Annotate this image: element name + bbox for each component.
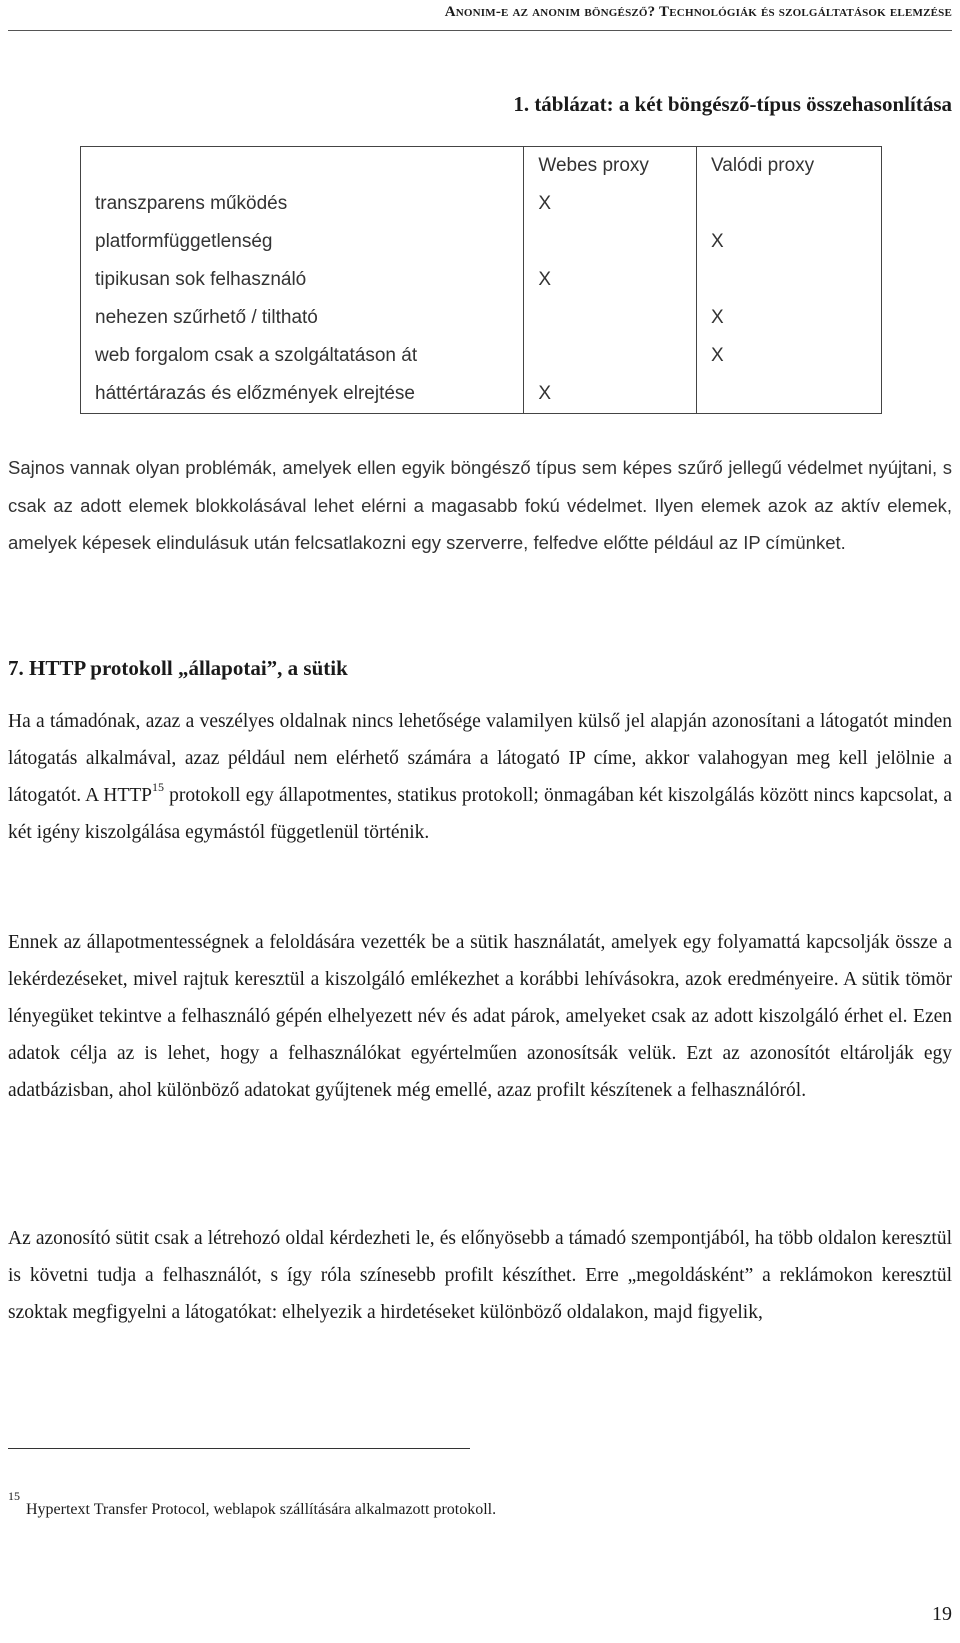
table-caption: 1. táblázat: a két böngésző-típus összehasonlítása	[513, 92, 952, 116]
paragraph-cookies: Ennek az állapotmentességnek a feloldására vezették be a sütik használatát, amelyek egy folyamattá kapcsolják össze a lekérdezéseket, mivel rajtuk keresztül a kiszolgáló emlékezhet a korábbi lehívásokra, azok eredményeire. A sütik tömör lényegüket tekintve a felhasználó gépén elhelyezett név és adat párok, amelyeket csak az adott kiszolgáló érhet el. Ezen adatok célja az is lehet, hogy a felhasználókat egyértelműen azonosítsák velük. Ezt az azonosítót eltárolják egy adatbázisban, ahol különböző adatokat gyűjtenek még emellé, azaz profilt készítenek a felhasználóról.	[8, 932, 952, 1101]
row-real-proxy-mark: X	[696, 299, 881, 337]
row-web-proxy-mark	[524, 337, 697, 375]
table-header-row	[81, 147, 882, 186]
table-row	[81, 185, 882, 223]
row-real-proxy-mark	[696, 375, 881, 414]
footnote-divider	[8, 1448, 470, 1449]
row-feature: nehezen szűrhető / tiltható	[81, 299, 524, 337]
row-feature: platformfüggetlenség	[81, 223, 524, 261]
footnote	[8, 1489, 497, 1519]
row-real-proxy-mark: X	[696, 337, 881, 375]
table-row	[81, 223, 882, 261]
footnote-text: Hypertext Transfer Protocol, weblapok szállítására alkalmazott protokoll.	[26, 1501, 497, 1518]
paragraph-active-elements: Sajnos vannak olyan problémák, amelyek ellen egyik böngésző típus sem képes szűrő jellegű védelmet nyújtani, s csak az adott elemek blokkolásával lehet elérni a magasabb fokú védelmet. Ilyen elemek azok az aktív elemek, amelyek képesek elindulásuk után felcsatlakozni egy szerverre, felfedve előtte például az IP címünket.	[8, 457, 952, 553]
row-real-proxy-mark	[696, 261, 881, 299]
row-feature: háttértárazás és előzmények elrejtése	[81, 375, 524, 414]
table-row	[81, 375, 882, 414]
comparison-table	[80, 146, 882, 414]
table-row	[81, 299, 882, 337]
paragraph-text: protokoll egy állapotmentes, statikus protokoll; önmagában két kiszolgálás között nincs kapcsolat, a két igény kiszolgálása egymástól függetlenül történik.	[8, 785, 952, 843]
row-web-proxy-mark	[524, 299, 697, 337]
header-cell-real-proxy: Valódi proxy	[696, 147, 881, 186]
page-number: 19	[932, 1603, 952, 1625]
row-web-proxy-mark: X	[524, 375, 697, 414]
running-header	[8, 4, 952, 31]
table-row	[81, 261, 882, 299]
footnote-ref: 15	[152, 780, 164, 794]
row-feature: tipikusan sok felhasználó	[81, 261, 524, 299]
row-web-proxy-mark: X	[524, 185, 697, 223]
row-web-proxy-mark: X	[524, 261, 697, 299]
table-row	[81, 337, 882, 375]
paragraph-tracking: Az azonosító sütit csak a létrehozó oldal kérdezheti le, és előnyösebb a támadó szempontjából, ha több oldalon keresztül is követni tudja a felhasználót, s így róla színesebb profilt készíthet. Erre „megoldásként” a reklámokon keresztül szoktak megfigyelni a látogatókat: elhelyezik a hirdetéseket különböző oldalakon, majd figyelik,	[8, 1228, 952, 1323]
row-real-proxy-mark: X	[696, 223, 881, 261]
header-cell-web-proxy: Webes proxy	[524, 147, 697, 186]
row-real-proxy-mark	[696, 185, 881, 223]
row-feature: web forgalom csak a szolgáltatáson át	[81, 337, 524, 375]
paragraph-text: Ha a támadónak, azaz a veszélyes oldalnak nincs lehetősége valamilyen külső jel alapján azonosítani a látogatót minden látogatás alkalmával, azaz például nem elérhető számára a látogató IP címe, akkor valahogyan meg kell jelölnie a látogatót. A HTTP	[8, 711, 952, 806]
row-web-proxy-mark	[524, 223, 697, 261]
section-title: 7. HTTP protokoll „állapotai”, a sütik	[8, 656, 348, 680]
paragraph-http-stateless	[8, 703, 952, 851]
header-cell-empty	[81, 147, 524, 186]
row-feature: transzparens működés	[81, 185, 524, 223]
running-title: Anonim-e az anonim böngésző? Technológiák és szolgáltatások elemzése	[444, 4, 952, 20]
footnote-number: 15	[8, 1489, 20, 1503]
